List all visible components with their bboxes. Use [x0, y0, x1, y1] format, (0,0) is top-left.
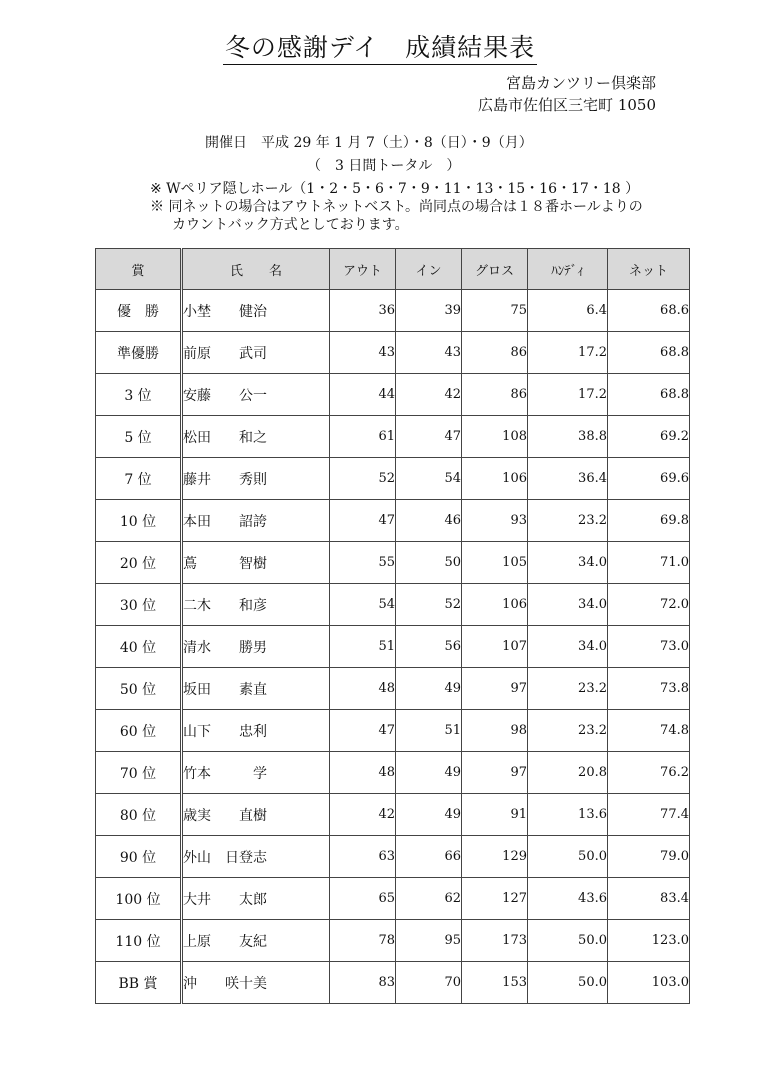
cell-in: 49: [396, 752, 462, 794]
note-hidden-holes: ※ Wペリア隠しホール（1・2・5・6・7・9・11・13・15・16・17・18 ）: [150, 181, 640, 197]
cell-prize: 3 位: [96, 374, 182, 416]
cell-net: 83.4: [608, 878, 690, 920]
cell-name: 上原 友紀: [182, 920, 330, 962]
table-row: [96, 416, 690, 458]
cell-net: 69.2: [608, 416, 690, 458]
cell-out: 42: [330, 794, 396, 836]
cell-in: 52: [396, 584, 462, 626]
header-row: [96, 249, 690, 290]
table-row: [96, 458, 690, 500]
cell-gross: 97: [462, 668, 528, 710]
table-row: [96, 542, 690, 584]
cell-hdcp: 23.2: [528, 500, 608, 542]
cell-net: 123.0: [608, 920, 690, 962]
header-in: イン: [396, 249, 462, 290]
cell-gross: 108: [462, 416, 528, 458]
cell-in: 62: [396, 878, 462, 920]
cell-net: 68.8: [608, 374, 690, 416]
cell-prize: 準優勝: [96, 332, 182, 374]
cell-hdcp: 17.2: [528, 374, 608, 416]
cell-gross: 107: [462, 626, 528, 668]
cell-hdcp: 23.2: [528, 668, 608, 710]
cell-hdcp: 34.0: [528, 584, 608, 626]
table-row: [96, 920, 690, 962]
cell-hdcp: 38.8: [528, 416, 608, 458]
cell-gross: 86: [462, 374, 528, 416]
cell-gross: 97: [462, 752, 528, 794]
cell-out: 54: [330, 584, 396, 626]
cell-gross: 106: [462, 584, 528, 626]
cell-name: 松田 和之: [182, 416, 330, 458]
organizer-address: 広島市佐伯区三宅町 1050: [478, 96, 656, 114]
cell-prize: 50 位: [96, 668, 182, 710]
cell-net: 71.0: [608, 542, 690, 584]
cell-in: 56: [396, 626, 462, 668]
organizer-name: 宮島カンツリー倶楽部: [505, 74, 656, 92]
cell-hdcp: 50.0: [528, 836, 608, 878]
cell-name: 藤井 秀則: [182, 458, 330, 500]
cell-net: 68.6: [608, 290, 690, 332]
cell-hdcp: 6.4: [528, 290, 608, 332]
cell-name: 小埜 健治: [182, 290, 330, 332]
header-gross: グロス: [462, 249, 528, 290]
cell-name: 大井 太郎: [182, 878, 330, 920]
cell-net: 77.4: [608, 794, 690, 836]
cell-in: 95: [396, 920, 462, 962]
cell-in: 47: [396, 416, 462, 458]
cell-out: 47: [330, 500, 396, 542]
cell-net: 68.8: [608, 332, 690, 374]
cell-prize: 70 位: [96, 752, 182, 794]
header-net: ネット: [608, 249, 690, 290]
cell-hdcp: 50.0: [528, 920, 608, 962]
cell-out: 36: [330, 290, 396, 332]
header-name: 氏 名: [182, 249, 330, 290]
cell-net: 69.8: [608, 500, 690, 542]
results-table: [95, 248, 690, 1004]
cell-prize: BB 賞: [96, 962, 182, 1004]
cell-in: 70: [396, 962, 462, 1004]
cell-hdcp: 13.6: [528, 794, 608, 836]
cell-hdcp: 34.0: [528, 626, 608, 668]
table-row: [96, 710, 690, 752]
cell-hdcp: 36.4: [528, 458, 608, 500]
cell-name: 歳実 直樹: [182, 794, 330, 836]
cell-name: 坂田 素直: [182, 668, 330, 710]
cell-prize: 優 勝: [96, 290, 182, 332]
cell-in: 54: [396, 458, 462, 500]
cell-out: 83: [330, 962, 396, 1004]
cell-name: 竹本 学: [182, 752, 330, 794]
cell-prize: 5 位: [96, 416, 182, 458]
cell-prize: 30 位: [96, 584, 182, 626]
cell-in: 49: [396, 668, 462, 710]
cell-out: 61: [330, 416, 396, 458]
cell-gross: 105: [462, 542, 528, 584]
cell-out: 47: [330, 710, 396, 752]
cell-gross: 98: [462, 710, 528, 752]
cell-out: 43: [330, 332, 396, 374]
cell-name: 二木 和彦: [182, 584, 330, 626]
cell-net: 69.6: [608, 458, 690, 500]
cell-gross: 173: [462, 920, 528, 962]
cell-prize: 100 位: [96, 878, 182, 920]
table-row: [96, 752, 690, 794]
cell-out: 48: [330, 752, 396, 794]
cell-out: 51: [330, 626, 396, 668]
cell-prize: 7 位: [96, 458, 182, 500]
cell-gross: 93: [462, 500, 528, 542]
table-row: [96, 794, 690, 836]
table-row: [96, 668, 690, 710]
cell-in: 43: [396, 332, 462, 374]
cell-out: 44: [330, 374, 396, 416]
cell-name: 本田 詔誇: [182, 500, 330, 542]
cell-gross: 86: [462, 332, 528, 374]
cell-gross: 129: [462, 836, 528, 878]
cell-hdcp: 17.2: [528, 332, 608, 374]
cell-out: 63: [330, 836, 396, 878]
cell-name: 山下 忠利: [182, 710, 330, 752]
cell-out: 65: [330, 878, 396, 920]
cell-hdcp: 20.8: [528, 752, 608, 794]
cell-gross: 127: [462, 878, 528, 920]
header-hdcp: ﾊﾝﾃﾞｨ: [528, 249, 608, 290]
table-row: [96, 962, 690, 1004]
cell-out: 48: [330, 668, 396, 710]
cell-out: 78: [330, 920, 396, 962]
cell-name: 蔦 智樹: [182, 542, 330, 584]
cell-in: 51: [396, 710, 462, 752]
cell-net: 73.8: [608, 668, 690, 710]
cell-in: 66: [396, 836, 462, 878]
cell-prize: 10 位: [96, 500, 182, 542]
cell-gross: 75: [462, 290, 528, 332]
cell-in: 50: [396, 542, 462, 584]
table-row: [96, 290, 690, 332]
title-text: 冬の感謝デイ 成績結果表: [223, 33, 537, 65]
table-row: [96, 878, 690, 920]
cell-prize: 110 位: [96, 920, 182, 962]
cell-out: 55: [330, 542, 396, 584]
cell-hdcp: 43.6: [528, 878, 608, 920]
header-out: アウト: [330, 249, 396, 290]
cell-net: 72.0: [608, 584, 690, 626]
cell-out: 52: [330, 458, 396, 500]
cell-prize: 20 位: [96, 542, 182, 584]
cell-gross: 106: [462, 458, 528, 500]
cell-name: 安藤 公一: [182, 374, 330, 416]
cell-net: 74.8: [608, 710, 690, 752]
cell-name: 清水 勝男: [182, 626, 330, 668]
cell-net: 103.0: [608, 962, 690, 1004]
cell-hdcp: 23.2: [528, 710, 608, 752]
cell-prize: 80 位: [96, 794, 182, 836]
header-prize: 賞: [96, 249, 182, 290]
total-note: （ 3 日間トータル ）: [307, 158, 461, 174]
note-tiebreak: ※ 同ネットの場合はアウトネットベスト。尚同点の場合は１８番ホールよりの: [150, 199, 643, 215]
note-tiebreak-cont: カウントバック方式としております。: [172, 217, 409, 233]
table-row: [96, 332, 690, 374]
page-title: [0, 28, 760, 64]
cell-in: 46: [396, 500, 462, 542]
event-date: 開催日 平成 29 年 1 月 7（土）・8（日）・9（月）: [205, 135, 533, 151]
cell-net: 76.2: [608, 752, 690, 794]
cell-in: 39: [396, 290, 462, 332]
cell-gross: 153: [462, 962, 528, 1004]
table-row: [96, 584, 690, 626]
cell-name: 外山 日登志: [182, 836, 330, 878]
cell-net: 79.0: [608, 836, 690, 878]
cell-name: 沖 咲十美: [182, 962, 330, 1004]
cell-hdcp: 50.0: [528, 962, 608, 1004]
cell-net: 73.0: [608, 626, 690, 668]
cell-prize: 40 位: [96, 626, 182, 668]
cell-prize: 90 位: [96, 836, 182, 878]
table-row: [96, 500, 690, 542]
cell-hdcp: 34.0: [528, 542, 608, 584]
cell-in: 42: [396, 374, 462, 416]
cell-gross: 91: [462, 794, 528, 836]
table-row: [96, 836, 690, 878]
cell-name: 前原 武司: [182, 332, 330, 374]
cell-prize: 60 位: [96, 710, 182, 752]
table-row: [96, 374, 690, 416]
cell-in: 49: [396, 794, 462, 836]
table-row: [96, 626, 690, 668]
